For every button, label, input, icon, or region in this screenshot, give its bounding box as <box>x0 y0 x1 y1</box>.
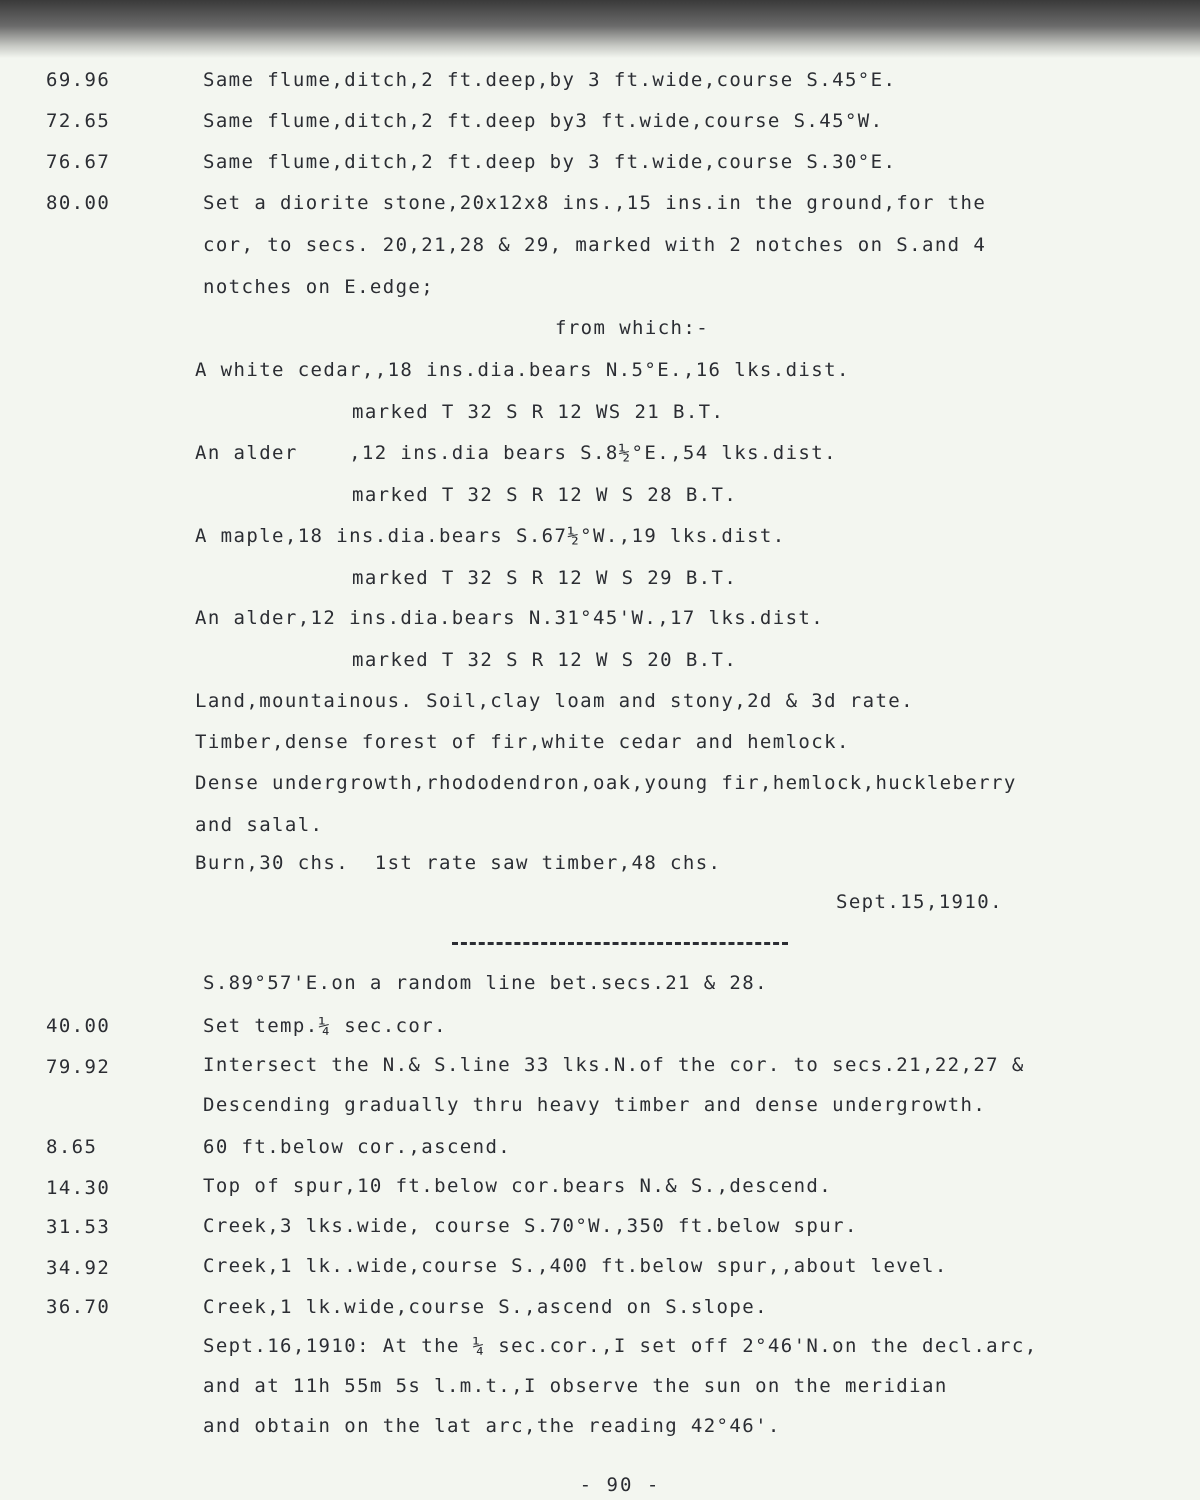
land-description-line: Burn,30 chs. 1st rate saw timber,48 chs. <box>195 852 722 874</box>
note-line: 60 ft.below cor.,ascend. <box>203 1136 512 1158</box>
chainage-number: 14.30 <box>46 1177 111 1199</box>
chainage-number: 80.00 <box>46 192 111 214</box>
bearing-tree-marking: marked T 32 S R 12 W S 28 B.T. <box>352 484 738 506</box>
observation-line: and obtain on the lat arc,the reading 42°46'. <box>203 1415 781 1437</box>
entry-date: Sept.15,1910. <box>836 891 1003 913</box>
chainage-number: 36.70 <box>46 1296 111 1318</box>
note-line: Same flume,ditch,2 ft.deep by3 ft.wide,course S.45°W. <box>203 110 884 132</box>
bearing-tree-description: A maple,18 ins.dia.bears S.67½°W.,19 lks.dist. <box>195 525 786 547</box>
page-number: - 90 - <box>579 1474 661 1496</box>
from-which-label: from which:- <box>555 317 710 339</box>
chainage-number: 69.96 <box>46 69 111 91</box>
land-description-line: and salal. <box>195 814 324 836</box>
bearing-tree-marking: marked T 32 S R 12 W S 20 B.T. <box>352 649 738 671</box>
note-line: Set a diorite stone,20x12x8 ins.,15 ins.in the ground,for the <box>203 192 987 214</box>
land-description-line: Timber,dense forest of fir,white cedar and hemlock. <box>195 731 850 753</box>
section-divider <box>452 942 788 948</box>
note-line: Creek,1 lk..wide,course S.,400 ft.below spur,,about level. <box>203 1255 948 1277</box>
chainage-number: 40.00 <box>46 1015 111 1037</box>
chainage-number: 8.65 <box>46 1136 98 1158</box>
note-line: Same flume,ditch,2 ft.deep by 3 ft.wide,course S.30°E. <box>203 151 897 173</box>
bearing-tree-description: An alder ,12 ins.dia bears S.8½°E.,54 lks.dist. <box>195 442 837 464</box>
chainage-number: 72.65 <box>46 110 111 132</box>
bearing-tree-description: An alder,12 ins.dia.bears N.31°45'W.,17 lks.dist. <box>195 607 825 629</box>
note-line: Creek,3 lks.wide, course S.70°W.,350 ft.below spur. <box>203 1215 858 1237</box>
note-line-continuation: cor, to secs. 20,21,28 & 29, marked with 2 notches on S.and 4 <box>203 234 987 256</box>
chainage-number: 31.53 <box>46 1216 111 1238</box>
random-line-heading: S.89°57'E.on a random line bet.secs.21 & 28. <box>203 972 768 994</box>
note-line-continuation: notches on E.edge; <box>203 276 435 298</box>
note-line: Set temp.¼ sec.cor. <box>203 1015 447 1037</box>
observation-line: Sept.16,1910: At the ¼ sec.cor.,I set off 2°46'N.on the decl.arc, <box>203 1335 1038 1357</box>
note-line: Top of spur,10 ft.below cor.bears N.& S.,descend. <box>203 1175 833 1197</box>
chainage-number: 76.67 <box>46 151 111 173</box>
bearing-tree-marking: marked T 32 S R 12 W S 29 B.T. <box>352 567 738 589</box>
land-description-line: Dense undergrowth,rhododendron,oak,young fir,hemlock,huckleberry <box>195 772 1017 794</box>
note-line: Same flume,ditch,2 ft.deep,by 3 ft.wide,course S.45°E. <box>203 69 897 91</box>
note-line: Creek,1 lk.wide,course S.,ascend on S.slope. <box>203 1296 768 1318</box>
note-line: Descending gradually thru heavy timber and dense undergrowth. <box>203 1094 987 1116</box>
page-top-shadow <box>0 0 1200 58</box>
observation-line: and at 11h 55m 5s l.m.t.,I observe the sun on the meridian <box>203 1375 948 1397</box>
land-description-line: Land,mountainous. Soil,clay loam and stony,2d & 3d rate. <box>195 690 914 712</box>
note-line: Intersect the N.& S.line 33 lks.N.of the cor. to secs.21,22,27 & <box>203 1054 1025 1076</box>
chainage-number: 34.92 <box>46 1257 111 1279</box>
bearing-tree-description: A white cedar,,18 ins.dia.bears N.5°E.,16 lks.dist. <box>195 359 850 381</box>
bearing-tree-marking: marked T 32 S R 12 WS 21 B.T. <box>352 401 725 423</box>
chainage-number: 79.92 <box>46 1056 111 1078</box>
